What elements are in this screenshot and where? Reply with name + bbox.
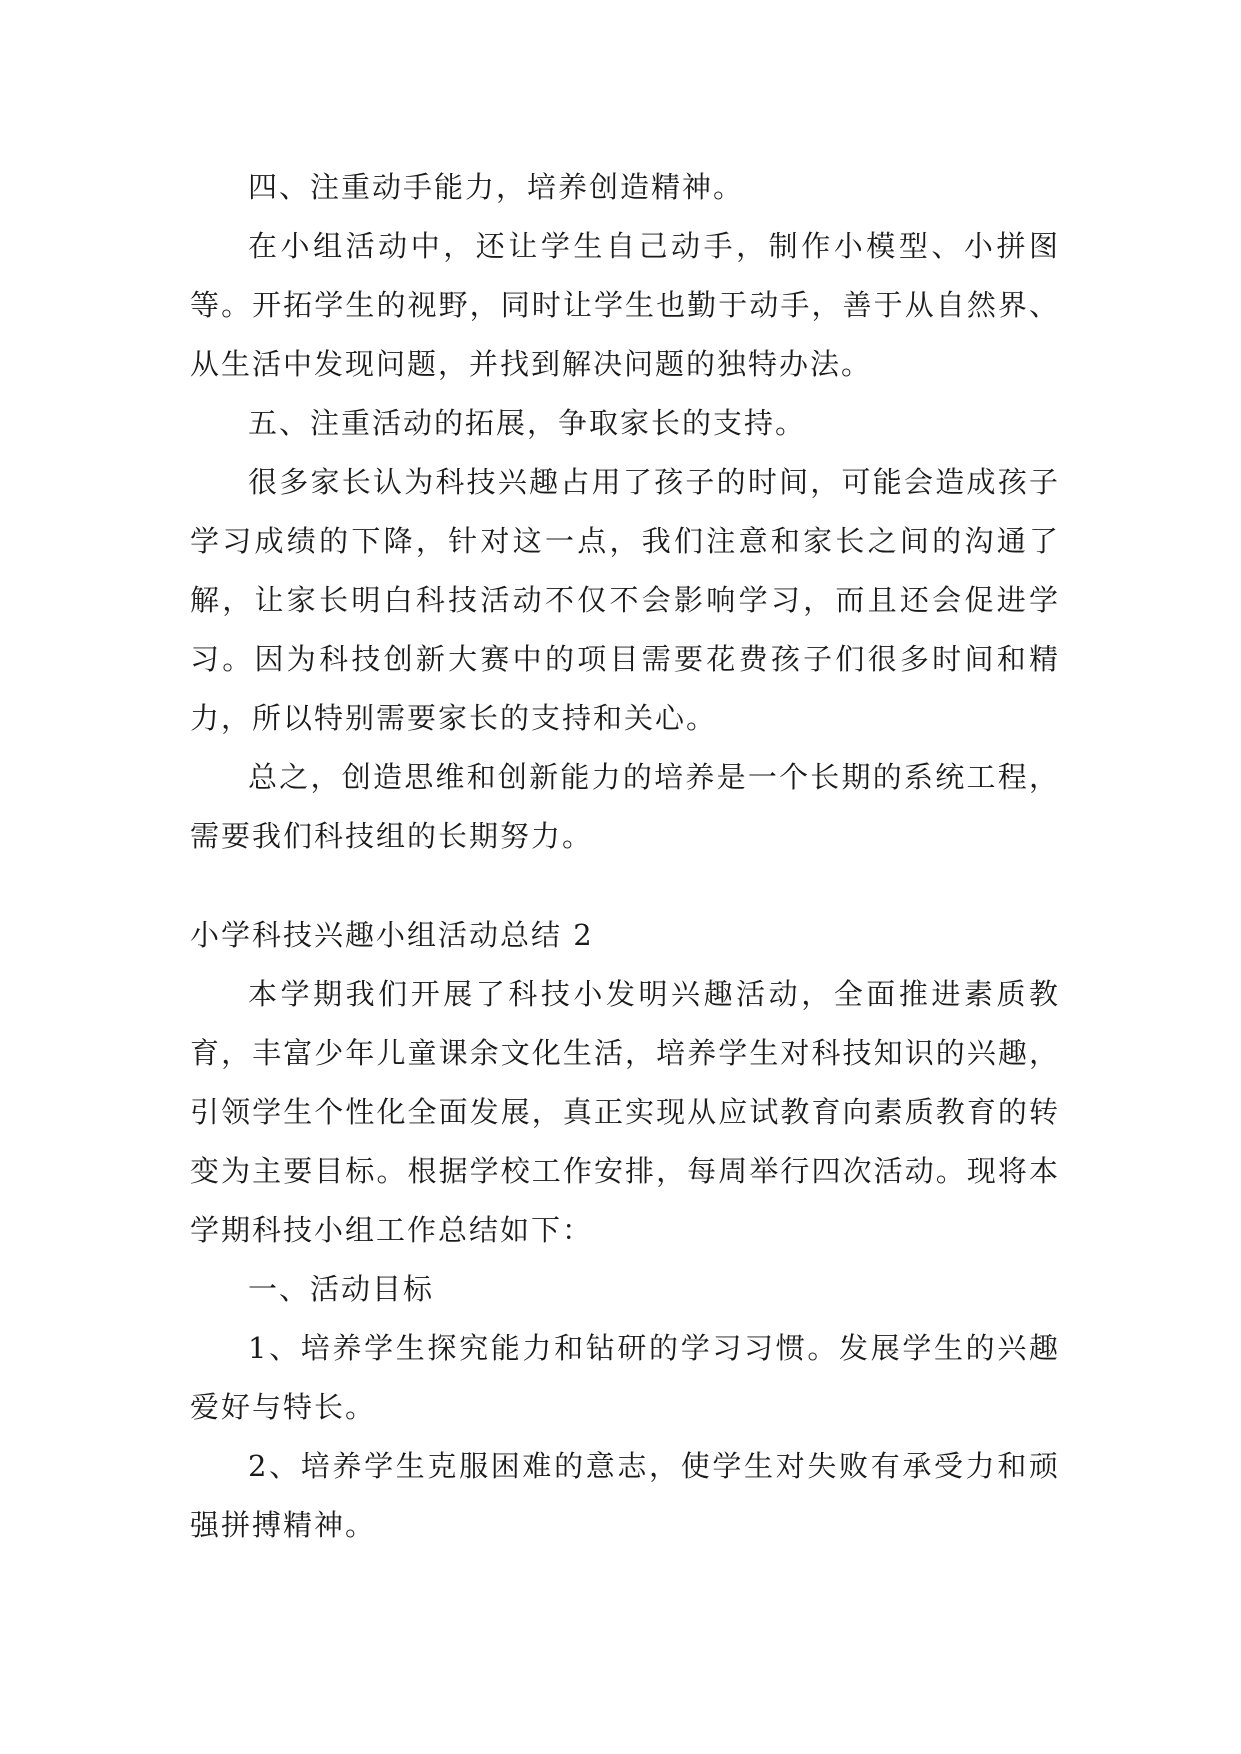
body-paragraph: 在小组活动中，还让学生自己动手，制作小模型、小拼图等。开拓学生的视野，同时让学生也勤于动手，善于从自然界、从生活中发现问题，并找到解决问题的独特办法。 [190,229,1060,381]
conclusion-paragraph: 总之，创造思维和创新能力的培养是一个长期的系统工程，需要我们科技组的长期努力。 [190,760,1060,853]
section-1-body [190,158,1060,866]
goal-item-1: 1、培养学生探究能力和钻研的学习习惯。发展学生的兴趣爱好与特长。 [190,1331,1060,1424]
goal-item-2: 2、培养学生克服困难的意志，使学生对失败有承受力和顽强拼搏精神。 [190,1449,1060,1542]
section-heading-5: 五、注重活动的拓展，争取家长的支持。 [248,406,807,440]
section-heading-1: 一、活动目标 [248,1272,435,1306]
section-heading-4: 四、注重动手能力，培养创造精神。 [248,170,745,204]
section-2-body [190,906,1060,1555]
body-paragraph: 很多家长认为科技兴趣占用了孩子的时间，可能会造成孩子学习成绩的下降，针对这一点，我们注意和家长之间的沟通了解，让家长明白科技活动不仅不会影响学习，而且还会促进学习。因为科技创新大赛中的项目需要花费孩子们很多时间和精力，所以特别需要家长的支持和关心。 [190,465,1060,735]
intro-paragraph: 本学期我们开展了科技小发明兴趣活动，全面推进素质教育，丰富少年儿童课余文化生活，培养学生对科技知识的兴趣，引领学生个性化全面发展，真正实现从应试教育向素质教育的转变为主要目标。根据学校工作安排，每周举行四次活动。现将本学期科技小组工作总结如下： [190,977,1060,1247]
document-title: 小学科技兴趣小组活动总结 2 [190,918,594,952]
